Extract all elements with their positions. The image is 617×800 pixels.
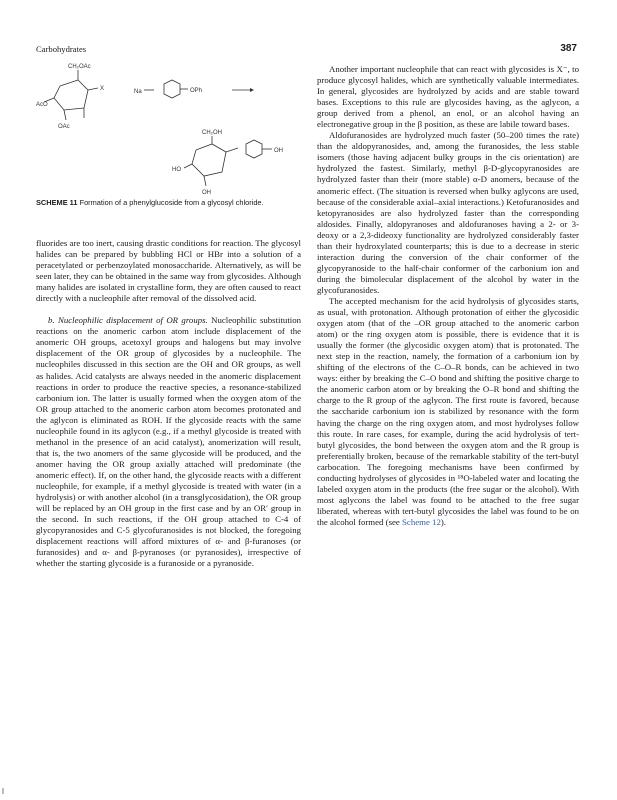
label-aco: AcO — [36, 102, 48, 108]
left-paragraph-2 — [36, 315, 301, 569]
scheme-caption — [36, 198, 301, 208]
scheme-12-link[interactable]: Scheme 12 — [402, 516, 441, 527]
phenylglucoside-structure — [184, 136, 272, 186]
label-oh-bottom: OH — [202, 190, 211, 196]
right-column — [317, 64, 579, 528]
right-paragraph-2: Aldofuranosides are hydrolyzed much faster (50–200 times the rate) than the aldopyranosides, and, among the furanosides, the less stable isomers (those having adjacent bulky groups in the cis orientation) are hydrolyzed the fastest. Similarly, methyl β-D-glycopyranosides are hydrolyzed faster than their (more stable) α-D anomers, because of the anomeric effect. (The situation is reversed when bulky aglycons are used, because of the considerable axial–axial interactions.) Ketofuranosides and ketopyranosides are also hydrolyzed faster than the corresponding aldosides. Finally, aldopyranoses and aldofuranoses having a 2- or 3-deoxy or a 2,3-dideoxy functionality are hydrolyzed considerably faster than their hydroxylated counterparts; this is due to a decrease in steric interaction during the conversion of the chair conformer of the glycopyranoside to the half-chair conformer of the carbonium ion and during the bimolecular displacement of the alcohol by water in the glycofuranosides. — [317, 130, 579, 295]
right-paragraph-3-body: The accepted mechanism for the acid hydrolysis of glycosides starts, as usual, with protonation. Although protonation of either the glycosidic oxygen atom (that of the –OR group attached to the anomeric carbon atom) or the ring oxygen atom is possible, there is evidence that it is usually the former (the glycosidic oxygen atom) that is protonated. The next step in the reaction, namely, the formation of a carbonium ion by shifting of the electrons of the C–O–R bonds, can be achieved in two ways: either by breaking the C–O bond and shifting the positive charge to the anomeric carbon atom or by breaking the O–R bond and shifting the charge to the R group of the aglycon. The first route is favored, because the saccharide carbonium ion is stabilized by resonance with the form having the charge on the ring oxygen atom, and most hydrolyses follow this route. In rare cases, for example, during the acid hydrolysis of tert-butyl glycosides, the bond between the oxygen atom and the R group is preferentially broken, because of the remarkable stability of the tert-butyl carbocation. The foregoing mechanisms have been confirmed by conducting hydrolyses of glycosides in ¹⁸O-labeled water and locating the labeled oxygen atom in the products (the free sugar or the alcohol). With most aglycons the label was found to be attached to the free sugar liberated, whereas with tert-butyl glycosides the label was found to be on the alcohol formed (see — [317, 295, 579, 527]
reaction-arrow-head — [250, 88, 254, 92]
glycosyl-chloride-structure — [44, 70, 98, 120]
label-oh-top: OH — [274, 148, 283, 154]
right-paragraph-3-end: ). — [440, 516, 446, 527]
running-title: Carbohydrates — [36, 44, 87, 54]
label-na: Na — [134, 89, 142, 95]
scheme-caption-label: SCHEME 11 — [36, 198, 78, 207]
left-column — [36, 238, 301, 569]
label-x: X — [100, 86, 105, 92]
right-paragraph-3 — [317, 296, 579, 528]
scheme-caption-text: Formation of a phenylglucoside from a glycosyl chloride. — [79, 198, 264, 207]
right-paragraph-1: Another important nucleophile that can react with glycosides is X⁻, to produce glycosyl halides, which are synthetically valuable intermediates. In general, glycosides are hydrolyzed by acids and are stable toward bases. Exceptions to this rule are glycosides having, as the aglycon, a group derived from a phenol, an enol, or an alcohol having an electronegative group in the β position, as these are labile toward bases. — [317, 64, 579, 130]
sodium-phenoxide-structure — [144, 80, 188, 98]
left-paragraph-1: fluorides are too inert, causing drastic conditions for reaction. The glycosyl halides can be prepared by bubbling HCl or HBr into a solution of a peracetylated or perbenzoylated monosaccharide. Alternatively, as will be seen later, they can be obtained in the same way from glycosides. Although many halides are isolated in crystalline form, they are often caused to react directly with a nucleophile after removal of the dissolved acid. — [36, 238, 301, 304]
scheme-11-figure — [36, 58, 301, 218]
label-ch2oh: CH₂OH — [202, 130, 222, 136]
label-ch2oac: CH₂OAc — [68, 64, 91, 70]
label-oph: OPh — [190, 88, 203, 94]
left-paragraph-2-body: Nucleophilic substitution reactions on the anomeric carbon atom include displacement of the anomeric OH groups, acetoxyl groups and halogens but may involve displacement of the OR group of glycosides by a nucleophile. The nucleophiles discussed in this section are the OH and OR groups, as well as halides. Acid catalysts are always needed in the anomeric displacement reactions in order to produce the reactive species, a resonance-stabilized carbonium ion. The latter is usually formed when the oxygen atom of the OR group attached to the anomeric carbon atom becomes protonated and the aglycon is eliminated as ROH. If the glycoside reacts with the same nucleophile found in its aglycon (e.g., if a methyl glycoside is treated with methanol in the presence of an acid catalyst), anomerization will result, that is, the two anomers of the same glycoside will be produced, and the anomer having the OR group axially attached will predominate (the anomeric effect). If, on the other hand, the glycoside reacts with a different nucleophile, for example, if a methyl glycoside is treated with water (in a hydrolysis) or with another alcohol (in a transglycosidation), the OR group will be replaced by an OH group in the first case and by an OR′ group in the second. In such reactions, if the OH group attached to C-4 of glycopyranosides and C-5 glycofuranosides is not blocked, the foregoing displacement reactions will afford mixtures of α- and β-furanoses (or furanosides) and α- and β-pyranoses (or pyranosides), irrespective of whether the starting glycoside is a furanoside or a pyranoside. — [36, 315, 302, 569]
running-head — [36, 44, 577, 58]
page-edge-mark — [2, 788, 4, 794]
page-number: 387 — [560, 43, 577, 54]
section-subheading: b. Nucleophilic displacement of OR groups. — [48, 315, 208, 326]
label-oac: OAc — [58, 124, 70, 130]
label-ho-ring: HO — [172, 167, 181, 173]
